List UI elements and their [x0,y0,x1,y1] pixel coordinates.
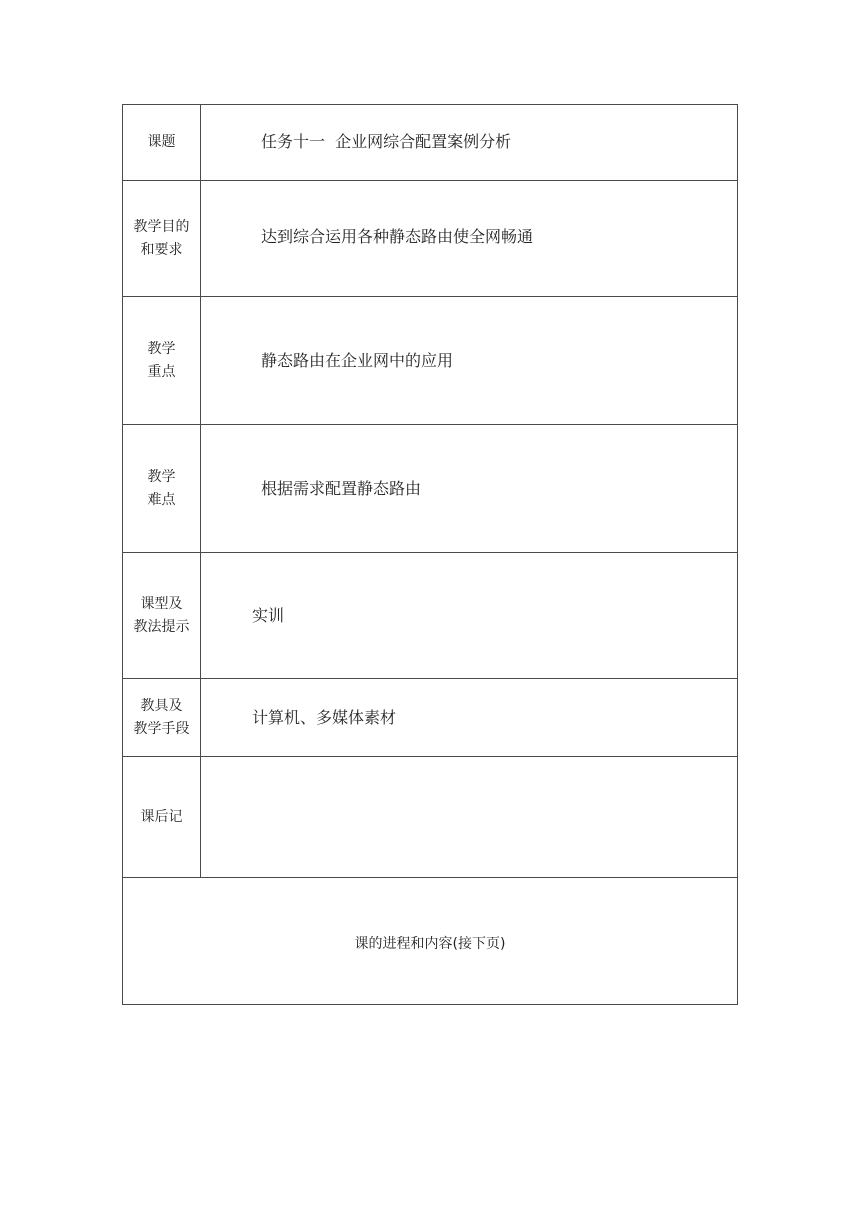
teaching-aids-text: 计算机、多媒体素材 [252,708,397,727]
row-label-line: 课后记 [140,808,183,825]
row-label-objectives [123,181,201,297]
row-label-line: 教学 [147,468,176,485]
row-content-objectives [201,181,738,297]
lesson-plan-table [122,104,738,1005]
row-label-line: 教学 [147,340,176,357]
footer-text: 课的进程和内容(接下页) [354,936,506,952]
table-row-teaching-aids [123,679,738,757]
objectives-text: 达到综合运用各种静态路由使全网畅通 [261,227,534,246]
row-label-line: 课题 [147,134,176,150]
key-points-text: 静态路由在企业网中的应用 [261,351,454,370]
table-row-difficulties [123,425,738,553]
row-label-difficulties [123,425,201,553]
table-row-post-lesson-notes [123,757,738,878]
row-label-line: 教学目的 [133,218,190,235]
difficulties-text: 根据需求配置静态路由 [261,479,422,498]
table-row-key-points [123,297,738,425]
row-label-line: 教学手段 [133,720,190,737]
row-label-post-lesson-notes [123,757,201,878]
row-label-line: 重点 [147,363,176,380]
table-row-lesson-type [123,553,738,679]
row-label-line: 和要求 [140,241,183,258]
table-row-topic [123,105,738,181]
row-label-line: 课型及 [140,595,183,612]
row-label-line: 教具及 [140,697,183,714]
table-row-objectives [123,181,738,297]
row-content-difficulties [201,425,738,553]
table-row-footer [123,878,738,1005]
topic-text: 任务十一 企业网综合配置案例分析 [261,132,512,151]
row-content-post-lesson-notes [201,757,738,878]
row-label-line: 教法提示 [133,618,190,635]
row-label-line: 难点 [147,491,176,508]
row-content-topic [201,105,738,181]
row-label-lesson-type [123,553,201,679]
row-label-key-points [123,297,201,425]
row-content-key-points [201,297,738,425]
footer-cell [123,878,738,1005]
row-label-topic [123,105,201,181]
row-content-teaching-aids [201,679,738,757]
row-content-lesson-type [201,553,738,679]
row-label-teaching-aids [123,679,201,757]
lesson-type-text: 实训 [252,606,285,625]
